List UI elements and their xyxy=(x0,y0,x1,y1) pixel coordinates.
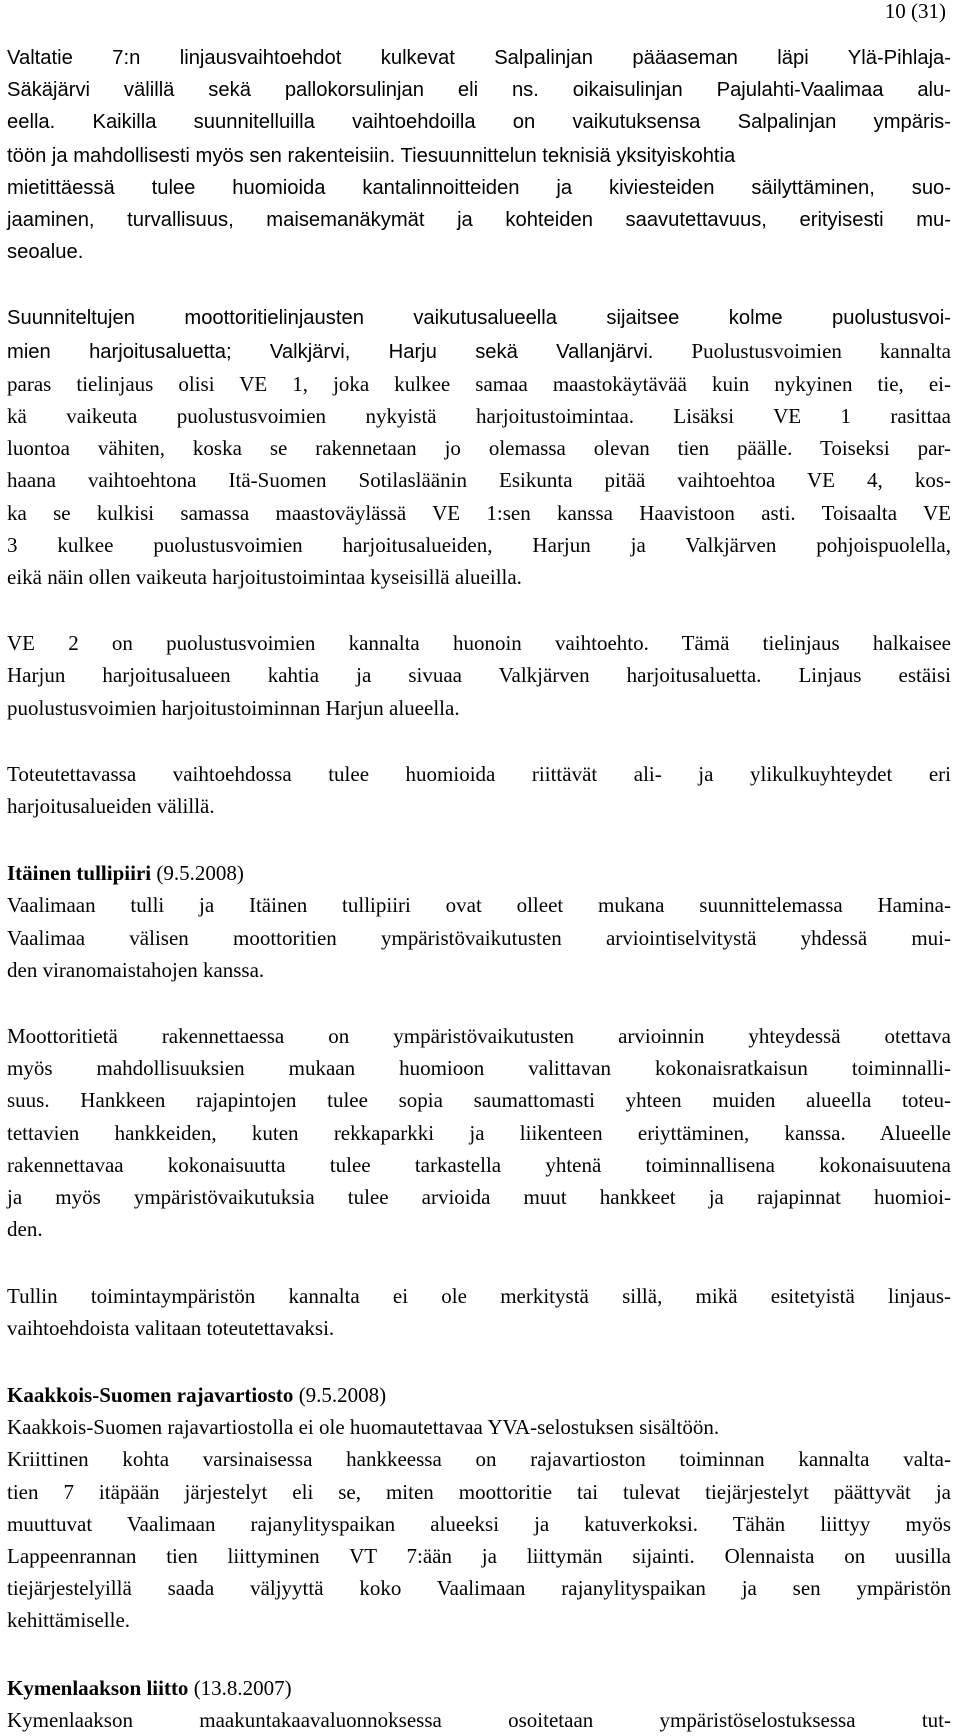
text-line: Harjun harjoitusalueen kahtia ja sivuaa Valkjärven harjoitusaluetta. Linjaus estäisi xyxy=(7,663,951,688)
section-heading xyxy=(7,857,951,889)
text-segment: Puolustusvoimien kannalta xyxy=(653,338,951,363)
text-line: Kaakkois-Suomen rajavartiostolla ei ole huomautettavaa YVA-selostuksen sisältöön. xyxy=(7,1415,720,1440)
text-line: eikä näin ollen vaikeuta harjoitustoimintaa kyseisillä alueilla. xyxy=(7,565,522,590)
text-line: luontoa vähiten, koska se rakennetaan jo olemassa olevan tien päälle. Toiseksi par- xyxy=(7,436,951,461)
section-itainen-tullipiiri xyxy=(7,857,951,986)
text-line: Kymenlaakson maakuntakaavaluonnoksessa osoitetaan ympäristöselostuksessa tut- xyxy=(7,1707,951,1732)
text-line: Moottoritietä rakennettaessa on ympäristövaikutusten arvioinnin yhteydessä otettava xyxy=(7,1024,951,1049)
paragraph-tulli xyxy=(7,1280,951,1344)
text-line: den. xyxy=(7,1217,43,1242)
paragraph-puolustusvoimat xyxy=(7,302,951,593)
text-line: kehittämiselle. xyxy=(7,1608,131,1633)
document-body xyxy=(7,42,951,1736)
text-line: Säkäjärvi välillä sekä pallokorsulinjan eli ns. oikaisulinjan Pajulahti-Vaalimaa alu- xyxy=(7,79,951,102)
page-number: 10 (31) xyxy=(884,0,946,23)
text-line: suus. Hankkeen rajapintojen tulee sopia saumattomasti yhteen muiden alueella toteu- xyxy=(7,1088,951,1113)
section-heading xyxy=(7,1379,951,1411)
heading-date: (13.8.2007) xyxy=(188,1675,292,1700)
text-line: ja myös ympäristövaikutuksia tulee arvioida muut hankkeet ja rajapinnat huomioi- xyxy=(7,1185,951,1210)
text-line: haana vaihtoehtona Itä-Suomen Sotilasläänin Esikunta pitää vaihtoehtoa VE 4, kos- xyxy=(7,468,951,493)
text-line-mixed xyxy=(7,139,951,172)
text-line: seoalue. xyxy=(7,241,84,264)
text-line: Valtatie 7:n linjausvaihtoehdot kulkevat Salpalinjan pääaseman läpi Ylä-Pihlaja- xyxy=(7,47,951,69)
heading-title: Kaakkois-Suomen rajavartiosto xyxy=(7,1382,294,1407)
text-line-mixed xyxy=(7,335,951,368)
text-line: mietittäessä tulee huomioida kantalinnoitteiden ja kiviesteiden säilyttäminen, suo- xyxy=(7,176,951,199)
text-line: Vaalimaa välisen moottoritien ympäristövaikutusten arviointiselvitystä yhdessä mui- xyxy=(7,925,951,950)
text-line: puolustusvoimien harjoitustoiminnan Harjun alueella. xyxy=(7,695,460,720)
text-line: tien 7 itäpään järjestelyt eli se, miten moottoritie tai tulevat tiejärjestelyt päättyvät ja xyxy=(7,1479,951,1504)
text-line: Suunniteltujen moottoritielinjausten vaikutusalueella sijaitsee kolme puolustusvoi- xyxy=(7,307,951,330)
paragraph-salpalinja xyxy=(7,42,951,268)
text-line: Vaalimaan tulli ja Itäinen tullipiiri ovat olleet mukana suunnittelemassa Hamina- xyxy=(7,893,951,918)
text-line: kä vaikeuta puolustusvoimien nykyistä harjoitustoimintaa. Lisäksi VE 1 rasittaa xyxy=(7,404,951,429)
text-line: Tullin toimintaympäristön kannalta ei ole merkitystä sillä, mikä esitetyistä linjaus- xyxy=(7,1283,951,1308)
text-line: 3 kulkee puolustusvoimien harjoitusalueiden, Harjun ja Valkjärven pohjoispuolella, xyxy=(7,532,951,557)
text-line: vaihtoehdoista valitaan toteutettavaksi. xyxy=(7,1315,335,1340)
paragraph-moottoritie xyxy=(7,1020,951,1245)
paragraph-kulkuyhteydet xyxy=(7,758,951,822)
section-kymenlaakson-liitto xyxy=(7,1672,951,1736)
text-segment: mien harjoitusaluetta; Valkjärvi, Harju sekä Vallanjärvi. xyxy=(7,340,654,363)
heading-title: Kymenlaakson liitto xyxy=(7,1675,189,1700)
heading-date: (9.5.2008) xyxy=(293,1382,387,1407)
text-line: eella. Kaikilla suunnitelluilla vaihtoehdoilla on vaikutuksensa Salpalinjan ympäris- xyxy=(7,111,951,134)
text-line: paras tielinjaus olisi VE 1, joka kulkee samaa maastokäytävää kuin nykyinen tie, ei- xyxy=(7,371,951,396)
heading-title: Itäinen tullipiiri xyxy=(7,861,152,886)
section-heading xyxy=(7,1672,951,1704)
text-line: harjoitusalueiden välillä. xyxy=(7,794,215,819)
text-line: jaaminen, turvallisuus, maisemanäkymät ja kohteiden saavutettavuus, erityisesti mu- xyxy=(7,209,951,232)
paragraph-ve2 xyxy=(7,627,951,724)
text-line: Kriittinen kohta varsinaisessa hankkeessa on rajavartioston toiminnan kannalta valta- xyxy=(7,1447,951,1472)
text-line: Toteutettavassa vaihtoehdossa tulee huomioida riittävät ali- ja ylikulkuyhteydet eri xyxy=(7,761,951,786)
text-line: ka se kulkisi samassa maastoväylässä VE 1:sen kanssa Haavistoon asti. Toisaalta VE xyxy=(7,500,951,525)
text-line: muuttuvat Vaalimaan rajanylityspaikan alueeksi ja katuverkoksi. Tähän liittyy myös xyxy=(7,1511,951,1536)
text-line: den viranomaistahojen kanssa. xyxy=(7,957,265,982)
text-line: tiejärjestelyillä saada väljyyttä koko Vaalimaan rajanylityspaikan ja sen ympäristön xyxy=(7,1576,951,1601)
text-segment: Tiesuunnittelun teknisiä yksityiskohtia xyxy=(400,144,736,167)
text-line: myös mahdollisuuksien mukaan huomioon valittavan kokonaisratkaisun toiminnalli- xyxy=(7,1056,951,1081)
text-line: rakennettavaa kokonaisuutta tulee tarkastella yhtenä toiminnallisena kokonaisuutena xyxy=(7,1152,951,1177)
text-line: Lappeenrannan tien liittyminen VT 7:ään ja liittymän sijainti. Olennaista on uusilla xyxy=(7,1543,951,1568)
text-segment: töön ja mahdollisesti myös sen rakenteisiin. xyxy=(7,144,396,167)
text-line: VE 2 on puolustusvoimien kannalta huonoin vaihtoehto. Tämä tielinjaus halkaisee xyxy=(7,631,951,656)
text-line: tettavien hankkeiden, kuten rekkaparkki ja liikenteen eriyttäminen, kanssa. Alueelle xyxy=(7,1120,951,1145)
heading-date: (9.5.2008) xyxy=(151,861,244,886)
section-rajavartiosto xyxy=(7,1379,951,1637)
